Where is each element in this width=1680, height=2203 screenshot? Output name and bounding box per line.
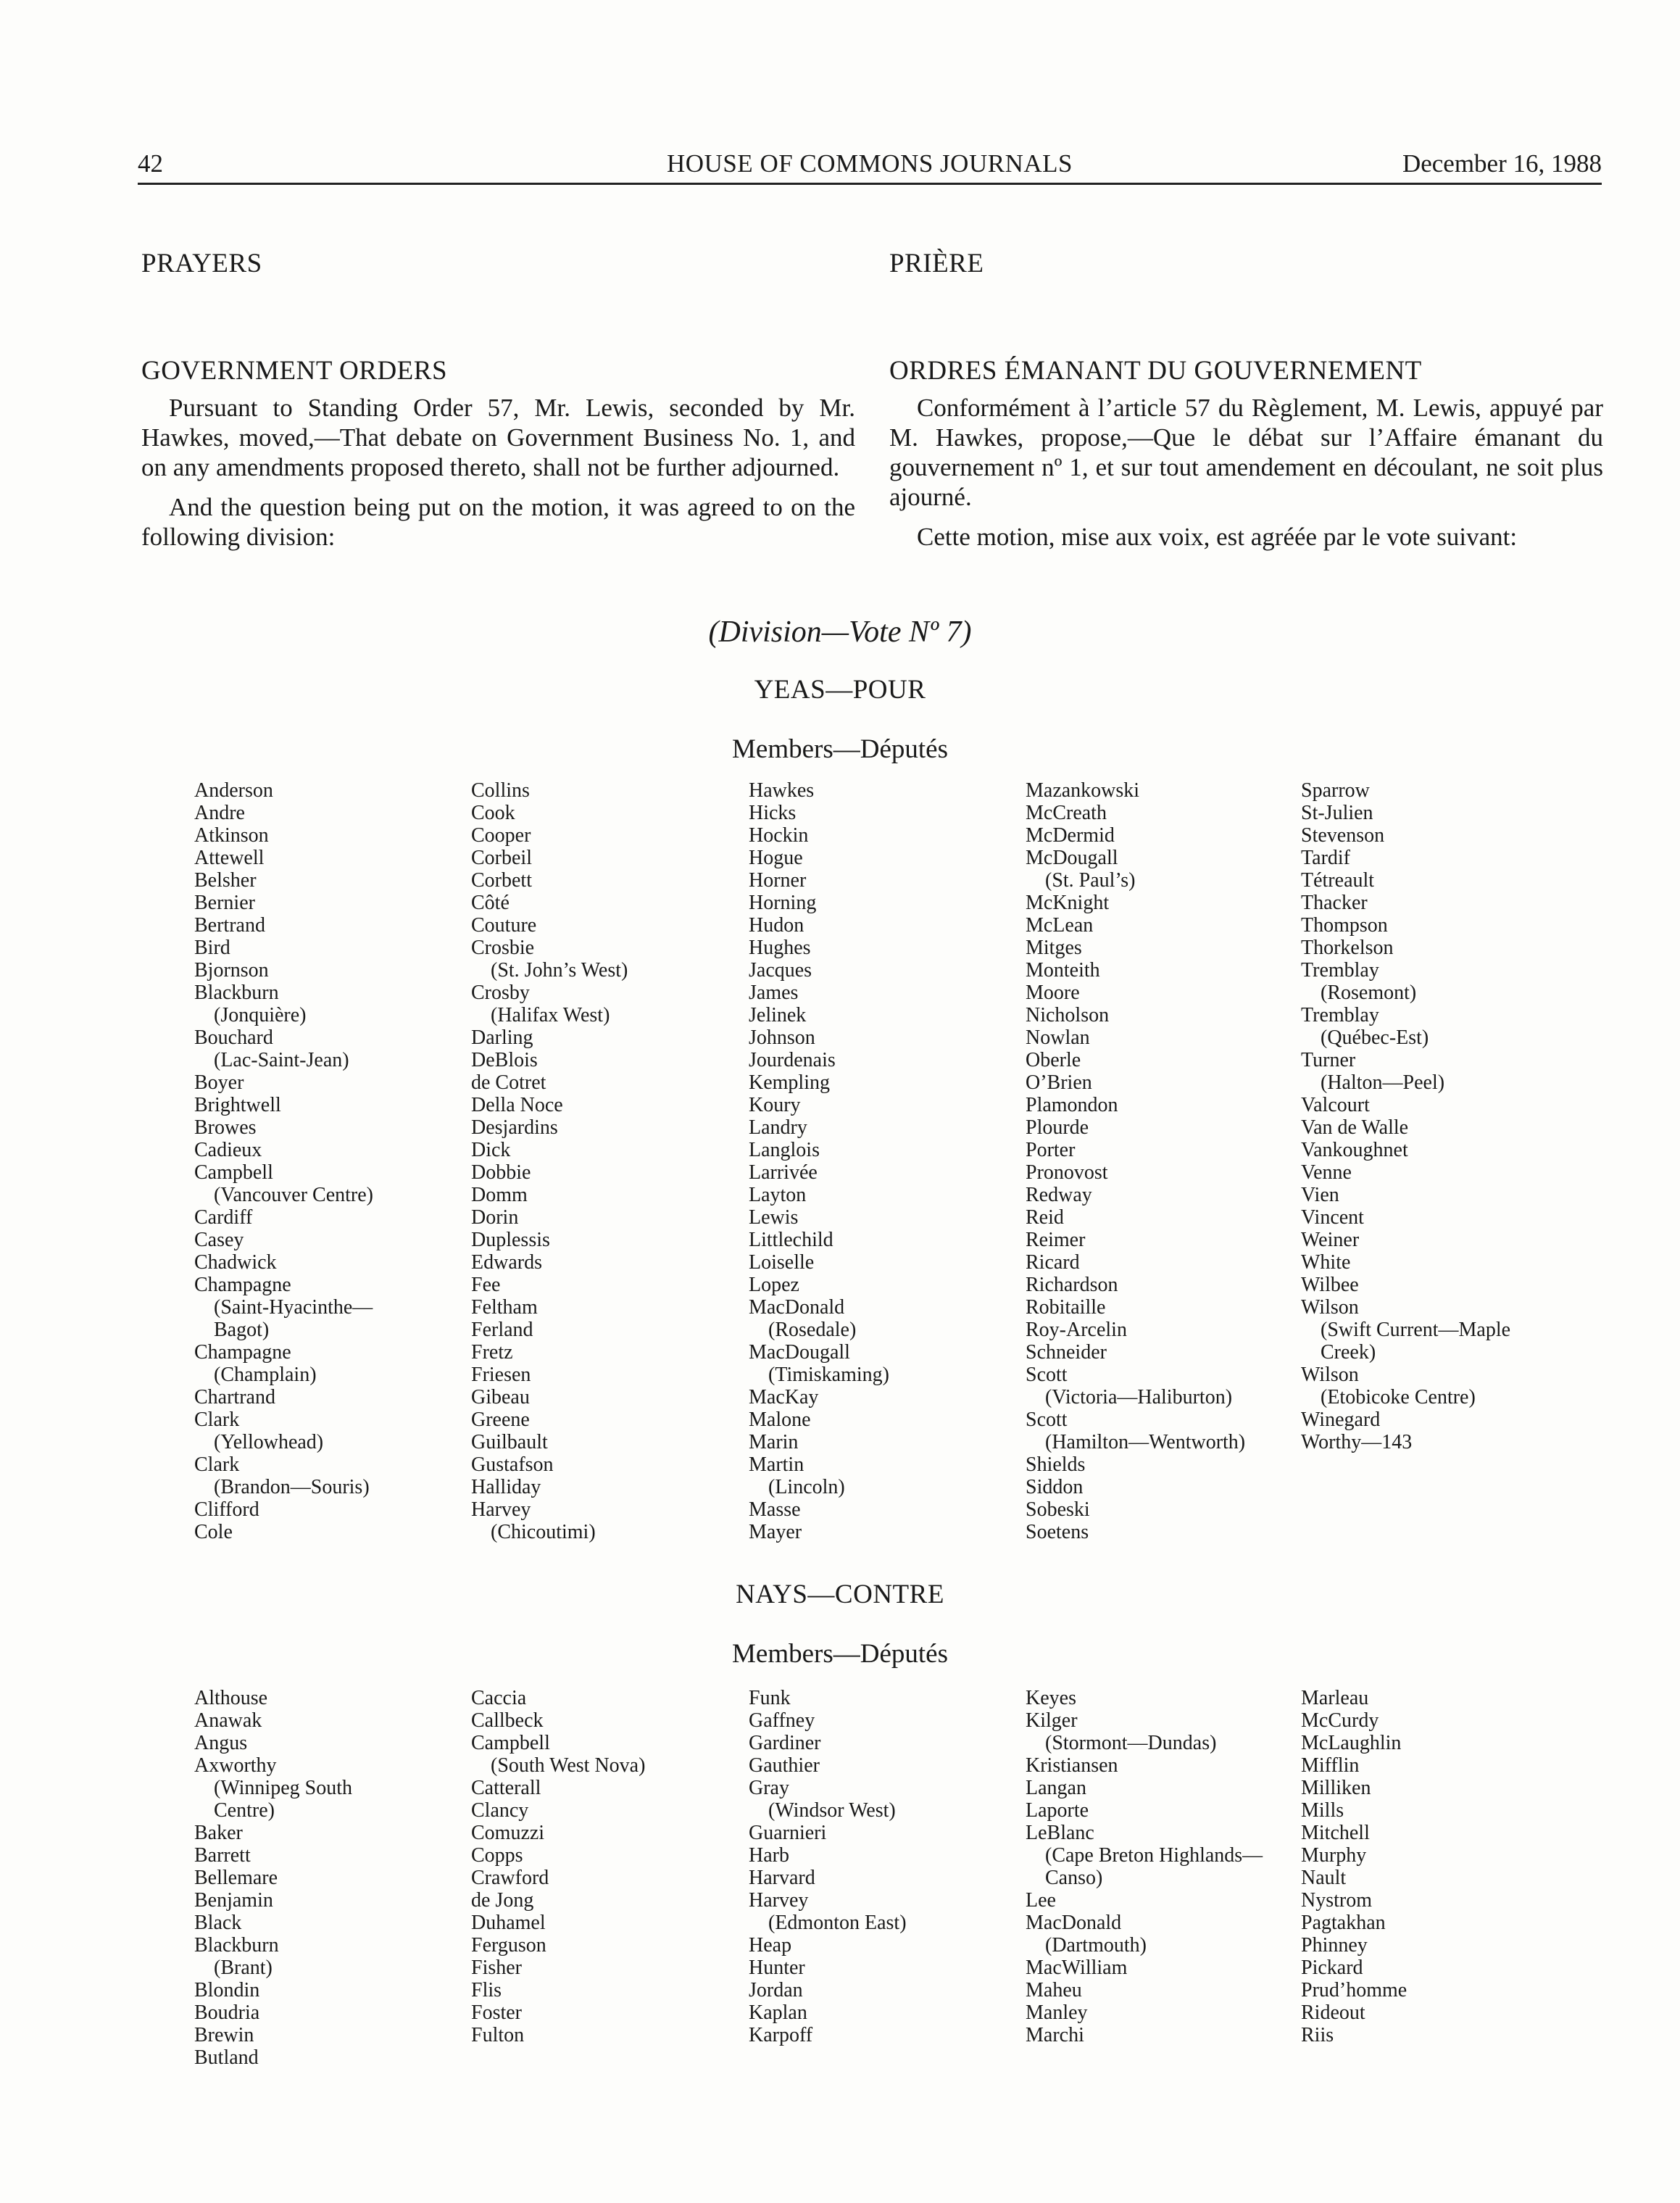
member-name: Funk <box>749 1687 791 1709</box>
member-name: Caccia <box>471 1687 527 1709</box>
member-name: Soetens <box>1026 1521 1089 1543</box>
member-name: (Yellowhead) <box>214 1431 324 1453</box>
member-name: Vankoughnet <box>1301 1139 1408 1161</box>
member-name: Nowlan <box>1026 1026 1090 1049</box>
member-name: Phinney <box>1301 1934 1368 1957</box>
member-name: Reid <box>1026 1206 1064 1229</box>
member-name: Hunter <box>749 1957 805 1979</box>
member-name: Siddon <box>1026 1476 1084 1498</box>
member-name: Desjardins <box>471 1116 558 1139</box>
member-name: Kempling <box>749 1071 830 1094</box>
member-name: Atkinson <box>194 824 269 847</box>
member-name: Corbett <box>471 869 532 892</box>
nays-members-heading: Members—Députés <box>732 1639 948 1669</box>
member-name: Cadieux <box>194 1139 262 1161</box>
division-title: (Division—Vote Nº 7) <box>708 615 972 649</box>
member-name: Centre) <box>214 1799 275 1822</box>
member-name: MacDonald <box>749 1296 845 1319</box>
member-name: Fulton <box>471 2024 525 2046</box>
member-name: Wilbee <box>1301 1274 1359 1296</box>
member-name: Domm <box>471 1184 528 1206</box>
member-name: Mills <box>1301 1799 1344 1822</box>
yeas-column-5 <box>1301 779 1510 1453</box>
member-name: (Champlain) <box>214 1364 317 1386</box>
member-name: Comuzzi <box>471 1822 545 1844</box>
member-name: Marchi <box>1026 2024 1084 2046</box>
motion-paragraph-en: Pursuant to Standing Order 57, Mr. Lewis, seconded by Mr. Hawkes, moved,—That debate on Government Business No. 1, and on any amendments proposed thereto, shall not be further adjourned. <box>141 394 855 481</box>
member-name: Greene <box>471 1408 530 1431</box>
member-name: Campbell <box>471 1732 550 1754</box>
member-name: Thacker <box>1301 892 1368 914</box>
member-name: Crawford <box>471 1867 549 1889</box>
member-name: Bagot) <box>214 1319 270 1341</box>
member-name: Keyes <box>1026 1687 1076 1709</box>
member-name: Rideout <box>1301 2001 1365 2024</box>
government-orders-heading-en: GOVERNMENT ORDERS <box>141 356 448 386</box>
member-name: Duplessis <box>471 1229 550 1251</box>
member-name: Dobbie <box>471 1161 531 1184</box>
member-name: Weiner <box>1301 1229 1360 1251</box>
member-name: Masse <box>749 1498 801 1521</box>
member-name: (Lincoln) <box>768 1476 845 1498</box>
member-name: Butland <box>194 2046 259 2069</box>
member-name: Friesen <box>471 1364 531 1386</box>
page-header <box>138 148 1602 185</box>
member-name: Althouse <box>194 1687 268 1709</box>
member-name: Anawak <box>194 1709 262 1732</box>
member-name: Anderson <box>194 779 273 802</box>
member-name: Jacques <box>749 959 812 982</box>
member-name: Chadwick <box>194 1251 277 1274</box>
member-name: Copps <box>471 1844 523 1867</box>
member-name: (Saint-Hyacinthe— <box>214 1296 373 1319</box>
member-name: Tétreault <box>1301 869 1375 892</box>
member-name: Dorin <box>471 1206 519 1229</box>
member-name: Milliken <box>1301 1777 1371 1799</box>
member-name: Attewell <box>194 847 265 869</box>
nays-column-4 <box>1026 1687 1263 2046</box>
member-name: Foster <box>471 2001 522 2024</box>
member-name: Blackburn <box>194 1934 279 1957</box>
member-name: Lee <box>1026 1889 1056 1912</box>
member-name: Thompson <box>1301 914 1388 937</box>
member-name: Gauthier <box>749 1754 820 1777</box>
member-name: Nystrom <box>1301 1889 1372 1912</box>
member-name: Nicholson <box>1026 1004 1110 1026</box>
member-name: Lopez <box>749 1274 799 1296</box>
yeas-members-heading: Members—Députés <box>732 734 948 764</box>
member-name: Lewis <box>749 1206 799 1229</box>
member-name: Côté <box>471 892 510 914</box>
member-name: Landry <box>749 1116 807 1139</box>
member-name: Venne <box>1301 1161 1352 1184</box>
member-name: Bouchard <box>194 1026 273 1049</box>
member-name: Bellemare <box>194 1867 278 1889</box>
member-name: Wilson <box>1301 1296 1359 1319</box>
member-name: Prud’homme <box>1301 1979 1407 2001</box>
nays-column-2 <box>471 1687 645 2046</box>
member-name: Vien <box>1301 1184 1339 1206</box>
member-name: Heap <box>749 1934 792 1957</box>
member-name: Clancy <box>471 1799 529 1822</box>
member-name: Plamondon <box>1026 1094 1118 1116</box>
member-name: Littlechild <box>749 1229 833 1251</box>
member-name: Fee <box>471 1274 501 1296</box>
member-name: Layton <box>749 1184 807 1206</box>
member-name: Sobeski <box>1026 1498 1090 1521</box>
journal-title: HOUSE OF COMMONS JOURNALS <box>667 149 1073 178</box>
member-name: Pagtakhan <box>1301 1912 1386 1934</box>
member-name: (Victoria—Haliburton) <box>1045 1386 1233 1408</box>
member-name: Harvey <box>471 1498 531 1521</box>
member-name: Tardif <box>1301 847 1351 869</box>
member-name: Blackburn <box>194 982 279 1004</box>
member-name: McLaughlin <box>1301 1732 1402 1754</box>
member-name: (Cape Breton Highlands— <box>1045 1844 1263 1867</box>
member-name: Mitges <box>1026 937 1082 959</box>
member-name: Scott <box>1026 1408 1068 1431</box>
journal-date: December 16, 1988 <box>1402 149 1602 178</box>
member-name: Fretz <box>471 1341 513 1364</box>
member-name: Ricard <box>1026 1251 1080 1274</box>
member-name: Creek) <box>1321 1341 1376 1364</box>
member-name: Axworthy <box>194 1754 277 1777</box>
member-name: (Halton—Peel) <box>1321 1071 1445 1094</box>
member-name: Manley <box>1026 2001 1088 2024</box>
member-name: Harb <box>749 1844 789 1867</box>
member-name: Flis <box>471 1979 502 2001</box>
member-name: Campbell <box>194 1161 273 1184</box>
member-name: Hawkes <box>749 779 815 802</box>
member-name: LeBlanc <box>1026 1822 1094 1844</box>
member-name: Gardiner <box>749 1732 821 1754</box>
member-name: Laporte <box>1026 1799 1089 1822</box>
member-name: Harvard <box>749 1867 815 1889</box>
government-orders-heading-fr: ORDRES ÉMANANT DU GOUVERNEMENT <box>889 356 1422 386</box>
english-column <box>141 393 855 552</box>
member-name: Barrett <box>194 1844 251 1867</box>
member-name: (Québec-Est) <box>1321 1026 1429 1049</box>
member-name: Langlois <box>749 1139 820 1161</box>
member-name: Hudon <box>749 914 804 937</box>
member-name: Guarnieri <box>749 1822 827 1844</box>
member-name: Loiselle <box>749 1251 815 1274</box>
member-name: (Hamilton—Wentworth) <box>1045 1431 1246 1453</box>
member-name: Catterall <box>471 1777 541 1799</box>
member-name: Edwards <box>471 1251 542 1274</box>
member-name: Robitaille <box>1026 1296 1106 1319</box>
member-name: (Rosedale) <box>768 1319 857 1341</box>
member-name: MacWilliam <box>1026 1957 1128 1979</box>
member-name: Kaplan <box>749 2001 807 2024</box>
member-name: Hughes <box>749 937 811 959</box>
member-name: Feltham <box>471 1296 538 1319</box>
member-name: Langan <box>1026 1777 1086 1799</box>
member-name: Larrivée <box>749 1161 818 1184</box>
nays-column-3 <box>749 1687 907 2046</box>
member-name: Gibeau <box>471 1386 530 1408</box>
yeas-column-2 <box>471 779 628 1543</box>
member-name: Jourdenais <box>749 1049 836 1071</box>
member-name: Horning <box>749 892 817 914</box>
member-name: Horner <box>749 869 807 892</box>
member-name: Marin <box>749 1431 799 1453</box>
member-name: (Chicoutimi) <box>491 1521 596 1543</box>
member-name: Brewin <box>194 2024 254 2046</box>
member-name: Riis <box>1301 2024 1334 2046</box>
member-name: MacDougall <box>749 1341 850 1364</box>
member-name: (Vancouver Centre) <box>214 1184 374 1206</box>
member-name: Browes <box>194 1116 257 1139</box>
member-name: Valcourt <box>1301 1094 1370 1116</box>
question-paragraph-fr: Cette motion, mise aux voix, est agréée par le vote suivant: <box>917 523 1518 551</box>
member-name: Malone <box>749 1408 811 1431</box>
member-name: Pronovost <box>1026 1161 1108 1184</box>
member-name: Wilson <box>1301 1364 1359 1386</box>
member-name: Black <box>194 1912 242 1934</box>
member-name: Halliday <box>471 1476 541 1498</box>
member-name: (Jonquière) <box>214 1004 307 1026</box>
member-name: Moore <box>1026 982 1080 1004</box>
member-name: Maheu <box>1026 1979 1082 2001</box>
member-name: Hockin <box>749 824 809 847</box>
member-name: Cook <box>471 802 515 824</box>
member-name: (Etobicoke Centre) <box>1321 1386 1476 1408</box>
member-name: Murphy <box>1301 1844 1367 1867</box>
member-name: Bernier <box>194 892 255 914</box>
member-name: McLean <box>1026 914 1094 937</box>
motion-paragraph-fr: Conformément à l’article 57 du Règlement, M. Lewis, appuyé par M. Hawkes, propose,—Que le débat sur l’Affaire émanant du gouvernement nº 1, et sur tout amendement en découlant, ne soit plus ajourné. <box>889 394 1603 511</box>
member-name: Monteith <box>1026 959 1100 982</box>
yeas-column-1 <box>194 779 373 1543</box>
member-name: MacDonald <box>1026 1912 1122 1934</box>
yeas-heading: YEAS—POUR <box>754 675 926 705</box>
member-name: Cooper <box>471 824 531 847</box>
prayers-heading-en: PRAYERS <box>141 249 262 278</box>
member-name: (Swift Current—Maple <box>1321 1319 1511 1341</box>
member-name: Collins <box>471 779 530 802</box>
member-name: Porter <box>1026 1139 1076 1161</box>
member-name: Schneider <box>1026 1341 1107 1364</box>
member-name: Mayer <box>749 1521 802 1543</box>
yeas-column-4 <box>1026 779 1245 1543</box>
member-name: Darling <box>471 1026 533 1049</box>
member-name: Sparrow <box>1301 779 1370 802</box>
member-name: Guilbault <box>471 1431 548 1453</box>
member-name: de Cotret <box>471 1071 546 1094</box>
member-name: Vincent <box>1301 1206 1364 1229</box>
member-name: McDougall <box>1026 847 1118 869</box>
page-number: 42 <box>138 149 163 178</box>
member-name: Fisher <box>471 1957 522 1979</box>
member-name: Angus <box>194 1732 248 1754</box>
member-name: Harvey <box>749 1889 809 1912</box>
member-name: Plourde <box>1026 1116 1089 1139</box>
member-name: Marleau <box>1301 1687 1369 1709</box>
member-name: Richardson <box>1026 1274 1118 1296</box>
member-name: Van de Walle <box>1301 1116 1409 1139</box>
member-name: Clark <box>194 1408 240 1431</box>
member-name: Benjamin <box>194 1889 273 1912</box>
member-name: (Brant) <box>214 1957 273 1979</box>
member-name: Worthy—143 <box>1301 1431 1413 1453</box>
member-name: O’Brien <box>1026 1071 1092 1094</box>
member-name: (Timiskaming) <box>768 1364 889 1386</box>
member-name: Andre <box>194 802 245 824</box>
member-name: Casey <box>194 1229 244 1251</box>
member-name: MacKay <box>749 1386 819 1408</box>
member-name: Ferland <box>471 1319 533 1341</box>
member-name: Boyer <box>194 1071 244 1094</box>
member-name: Nault <box>1301 1867 1347 1889</box>
nays-heading: NAYS—CONTRE <box>736 1580 944 1609</box>
member-name: Bertrand <box>194 914 265 937</box>
member-name: Callbeck <box>471 1709 544 1732</box>
member-name: Gustafson <box>471 1453 554 1476</box>
nays-column-1 <box>194 1687 352 2069</box>
member-name: Bjornson <box>194 959 269 982</box>
member-name: Scott <box>1026 1364 1068 1386</box>
member-name: (Edmonton East) <box>768 1912 907 1934</box>
member-name: (South West Nova) <box>491 1754 646 1777</box>
member-name: Dick <box>471 1139 511 1161</box>
member-name: Gray <box>749 1777 789 1799</box>
member-name: DeBlois <box>471 1049 538 1071</box>
member-name: Hogue <box>749 847 803 869</box>
member-name: Tremblay <box>1301 1004 1379 1026</box>
member-name: Bird <box>194 937 230 959</box>
member-name: McKnight <box>1026 892 1110 914</box>
prayers-heading-fr: PRIÈRE <box>889 249 984 278</box>
member-name: Redway <box>1026 1184 1092 1206</box>
member-name: Mifflin <box>1301 1754 1360 1777</box>
member-name: Cole <box>194 1521 233 1543</box>
member-name: Thorkelson <box>1301 937 1394 959</box>
member-name: Jelinek <box>749 1004 807 1026</box>
member-name: (Winnipeg South <box>214 1777 352 1799</box>
member-name: Johnson <box>749 1026 815 1049</box>
member-name: Chartrand <box>194 1386 275 1408</box>
member-name: St-Julien <box>1301 802 1373 824</box>
member-name: Mazankowski <box>1026 779 1140 802</box>
member-name: Ferguson <box>471 1934 546 1957</box>
member-name: Martin <box>749 1453 804 1476</box>
member-name: Reimer <box>1026 1229 1086 1251</box>
member-name: Pickard <box>1301 1957 1363 1979</box>
member-name: (Stormont—Dundas) <box>1045 1732 1217 1754</box>
french-column <box>889 393 1603 552</box>
member-name: Cardiff <box>194 1206 253 1229</box>
member-name: (Brandon—Souris) <box>214 1476 370 1498</box>
member-name: Jordan <box>749 1979 803 2001</box>
member-name: Clifford <box>194 1498 259 1521</box>
question-paragraph-en: And the question being put on the motion, it was agreed to on the following division: <box>141 493 855 551</box>
member-name: Koury <box>749 1094 801 1116</box>
member-name: (Dartmouth) <box>1045 1934 1147 1957</box>
member-name: (Windsor West) <box>768 1799 896 1822</box>
member-name: McDermid <box>1026 824 1115 847</box>
member-name: Belsher <box>194 869 257 892</box>
member-name: McCurdy <box>1301 1709 1379 1732</box>
member-name: Shields <box>1026 1453 1086 1476</box>
member-name: Roy-Arcelin <box>1026 1319 1127 1341</box>
member-name: Hicks <box>749 802 797 824</box>
member-name: Baker <box>194 1822 243 1844</box>
member-name: Champagne <box>194 1341 291 1364</box>
member-name: Boudria <box>194 2001 260 2024</box>
member-name: Turner <box>1301 1049 1356 1071</box>
member-name: Mitchell <box>1301 1822 1370 1844</box>
member-name: Tremblay <box>1301 959 1379 982</box>
member-name: (St. Paul’s) <box>1045 869 1136 892</box>
member-name: de Jong <box>471 1889 534 1912</box>
member-name: Duhamel <box>471 1912 546 1934</box>
member-name: Couture <box>471 914 537 937</box>
member-name: Oberle <box>1026 1049 1081 1071</box>
member-name: Karpoff <box>749 2024 813 2046</box>
member-name: Brightwell <box>194 1094 281 1116</box>
nays-column-5 <box>1301 1687 1407 2046</box>
member-name: Winegard <box>1301 1408 1381 1431</box>
member-name: McCreath <box>1026 802 1107 824</box>
member-name: Blondin <box>194 1979 260 2001</box>
member-name: (St. John’s West) <box>491 959 628 982</box>
member-name: Corbeil <box>471 847 532 869</box>
member-name: (Halifax West) <box>491 1004 610 1026</box>
member-name: Kilger <box>1026 1709 1078 1732</box>
member-name: Clark <box>194 1453 240 1476</box>
member-name: Champagne <box>194 1274 291 1296</box>
member-name: Stevenson <box>1301 824 1385 847</box>
member-name: James <box>749 982 799 1004</box>
member-name: Kristiansen <box>1026 1754 1118 1777</box>
member-name: (Lac-Saint-Jean) <box>214 1049 349 1071</box>
member-name: (Rosemont) <box>1321 982 1417 1004</box>
member-name: Gaffney <box>749 1709 815 1732</box>
member-name: Canso) <box>1045 1867 1103 1889</box>
member-name: Della Noce <box>471 1094 563 1116</box>
yeas-column-3 <box>749 779 889 1543</box>
member-name: Crosbie <box>471 937 535 959</box>
member-name: Crosby <box>471 982 530 1004</box>
member-name: White <box>1301 1251 1351 1274</box>
